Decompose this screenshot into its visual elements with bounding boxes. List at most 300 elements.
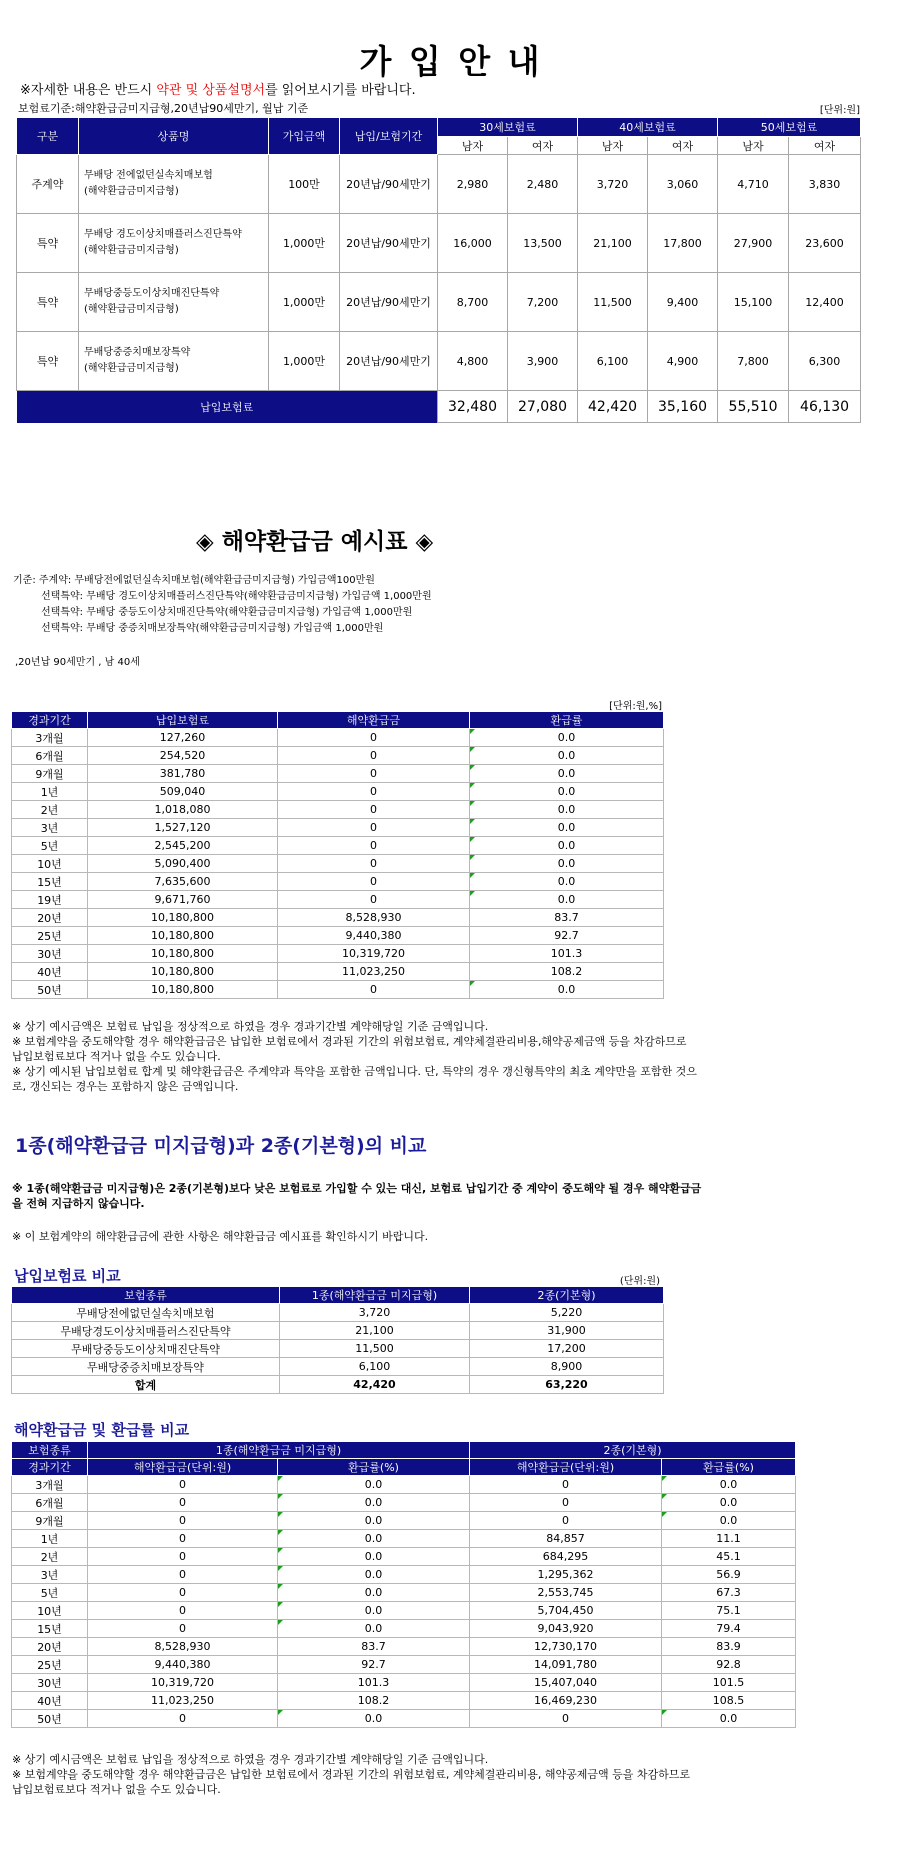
row-period: 3년: [12, 819, 88, 837]
row-refund1: 0: [88, 1710, 278, 1728]
row-premium: 15,100: [718, 273, 789, 332]
notice-and: 및: [181, 83, 203, 98]
row-refund2: 14,091,780: [470, 1656, 662, 1674]
row-premium: 12,400: [789, 273, 861, 332]
refund-section-title: ◈ 해약환급금 예시표 ◈: [196, 529, 434, 555]
refund-row: [12, 855, 664, 873]
row-rate1: 0.0: [278, 1494, 470, 1512]
header-age-50: 50세보험료: [718, 118, 861, 137]
header-paid: 납입보험료: [88, 712, 278, 729]
row-refund: 0: [278, 729, 470, 747]
row-rate1: 0.0: [278, 1548, 470, 1566]
product-type: (해약환급금미지급형): [84, 304, 179, 315]
row-type1: 11,500: [280, 1340, 470, 1358]
row-refund2: 5,704,450: [470, 1602, 662, 1620]
refund-row: [12, 819, 664, 837]
header-period: 납입/보험기간: [340, 118, 438, 155]
row-refund: 0: [278, 783, 470, 801]
row-paid: 1,018,080: [88, 801, 278, 819]
row-premium: 11,500: [578, 273, 648, 332]
notice-terms: 약관: [156, 83, 182, 98]
row-refund1: 0: [88, 1566, 278, 1584]
row-premium: 3,830: [789, 155, 861, 214]
row-category: 주계약: [17, 155, 79, 214]
header-period: 경과기간: [12, 712, 88, 729]
row-paid: 381,780: [88, 765, 278, 783]
total-type1: 42,420: [280, 1376, 470, 1394]
refund-unit: [단위:원,%]: [609, 701, 662, 712]
notice-description: 상품설명서: [202, 83, 266, 98]
premium-basis: 보험료기준:해약환급금미지급형,20년납90세만기, 월납 기준: [18, 102, 309, 115]
row-rate2: 101.5: [662, 1674, 796, 1692]
row-premium: 3,060: [648, 155, 718, 214]
row-refund: 0: [278, 873, 470, 891]
row-premium: 9,400: [648, 273, 718, 332]
row-refund1: 0: [88, 1512, 278, 1530]
row-refund: 8,528,930: [278, 909, 470, 927]
row-rate: 0.0: [470, 783, 664, 801]
row-rate: 0.0: [470, 747, 664, 765]
total-value: 27,080: [508, 391, 578, 423]
note-line: ※ 상기 예시된 납입보험료 합계 및 해약환급금은 주계약과 특약을 포함한 금액입니다. 단, 특약의 경우 갱신형특약의 최초 계약만을 포함한 것으: [12, 1065, 697, 1078]
row-rate1: 0.0: [278, 1566, 470, 1584]
row-rate: 108.2: [470, 963, 664, 981]
row-premium: 3,720: [578, 155, 648, 214]
row-paid: 254,520: [88, 747, 278, 765]
row-type2: 17,200: [470, 1340, 664, 1358]
notice-line: [20, 79, 416, 98]
row-period: 9개월: [12, 1512, 88, 1530]
row-refund1: 0: [88, 1476, 278, 1494]
refund-row: [12, 747, 664, 765]
row-refund2: 1,295,362: [470, 1566, 662, 1584]
refund-row: [12, 963, 664, 981]
header-refund: 해약환급금: [278, 712, 470, 729]
row-rate: 0.0: [470, 981, 664, 999]
total-label: 합계: [12, 1376, 280, 1394]
row-refund2: 15,407,040: [470, 1674, 662, 1692]
row-period: 15년: [12, 1620, 88, 1638]
row-period: 2년: [12, 801, 88, 819]
basis-line: 선택특약: 무배당 중등도이상치매진단특약(해약환급금미지급형) 가입금액 1,000만원: [41, 607, 413, 618]
bold-note-line: ※ 1종(해약환급금 미지급형)은 2종(기본형)보다 낮은 보험료로 가입할 수 있는 대신, 보험료 납입기간 중 계약이 중도해약 될 경우 해약환급금: [12, 1182, 702, 1195]
row-period: 6개월: [12, 1494, 88, 1512]
row-period: 3개월: [12, 729, 88, 747]
note-line: ※ 보험계약을 중도해약할 경우 해약환급금은 납입한 보험료에서 경과된 기간의 위험보험료, 계약체결관리비용,해약공제금액 등을 차감하므로: [12, 1035, 687, 1048]
refund-compare-row: [12, 1512, 796, 1530]
row-rate: 83.7: [470, 909, 664, 927]
product-type: (해약환급금미지급형): [84, 186, 179, 197]
refund-row: [12, 909, 664, 927]
row-product: [79, 155, 269, 214]
row-rate2: 92.8: [662, 1656, 796, 1674]
refund-row: [12, 765, 664, 783]
row-period: 2년: [12, 1548, 88, 1566]
refund-compare-title: 해약환급금 및 환급률 비교: [14, 1421, 190, 1439]
header-category: 구분: [17, 118, 79, 155]
row-refund2: 684,295: [470, 1548, 662, 1566]
row-rate1: 0.0: [278, 1476, 470, 1494]
row-paid: 10,180,800: [88, 945, 278, 963]
row-period: 20년납/90세만기: [340, 332, 438, 391]
row-refund: 0: [278, 837, 470, 855]
row-type: 무배당경도이상치매플러스진단특약: [12, 1322, 280, 1340]
row-rate2: 108.5: [662, 1692, 796, 1710]
row-type1: 21,100: [280, 1322, 470, 1340]
row-period: 25년: [12, 1656, 88, 1674]
header-rate: 환급률: [470, 712, 664, 729]
row-premium: 3,900: [508, 332, 578, 391]
row-refund1: 0: [88, 1530, 278, 1548]
row-period: 3개월: [12, 1476, 88, 1494]
premium-compare-unit: (단위:원): [619, 1276, 660, 1287]
basis-line: 기준: 주계약: 무배당전에없던실속치매보험(해약환급금미지급형) 가입금액100만원: [13, 575, 375, 586]
row-refund: 0: [278, 855, 470, 873]
row-type2: 8,900: [470, 1358, 664, 1376]
row-refund: 0: [278, 891, 470, 909]
row-refund1: 0: [88, 1620, 278, 1638]
row-rate1: 0.0: [278, 1530, 470, 1548]
row-refund: 0: [278, 981, 470, 999]
header-type: 보험종류: [12, 1287, 280, 1304]
row-rate1: 83.7: [278, 1638, 470, 1656]
row-category: 특약: [17, 273, 79, 332]
row-rate2: 75.1: [662, 1602, 796, 1620]
total-value: 46,130: [789, 391, 861, 423]
row-refund: 0: [278, 765, 470, 783]
row-amount: 1,000만: [269, 332, 340, 391]
basis-line: 선택특약: 무배당 중증치매보장특약(해약환급금미지급형) 가입금액 1,000만원: [41, 623, 384, 634]
row-rate1: 0.0: [278, 1584, 470, 1602]
refund-compare-row: [12, 1584, 796, 1602]
premium-compare-title: 납입보험료 비교: [14, 1267, 121, 1285]
refund-compare-row: [12, 1620, 796, 1638]
row-period: 20년: [12, 1638, 88, 1656]
row-period: 5년: [12, 837, 88, 855]
refund-row: [12, 981, 664, 999]
row-period: 1년: [12, 783, 88, 801]
row-type: 무배당중증치매보장특약: [12, 1358, 280, 1376]
row-period: 9개월: [12, 765, 88, 783]
row-paid: 127,260: [88, 729, 278, 747]
row-premium: 4,900: [648, 332, 718, 391]
row-refund2: 0: [470, 1476, 662, 1494]
row-premium: 17,800: [648, 214, 718, 273]
header-refund1: 해약환급금(단위:원): [88, 1459, 278, 1476]
row-rate: 0.0: [470, 819, 664, 837]
row-rate: 0.0: [470, 765, 664, 783]
row-period: 10년: [12, 855, 88, 873]
row-period: 19년: [12, 891, 88, 909]
comparison-notes: [12, 1752, 892, 1797]
row-rate2: 0.0: [662, 1710, 796, 1728]
row-refund2: 16,469,230: [470, 1692, 662, 1710]
row-period: 10년: [12, 1602, 88, 1620]
row-type1: 6,100: [280, 1358, 470, 1376]
row-premium: 6,300: [789, 332, 861, 391]
row-rate1: 0.0: [278, 1512, 470, 1530]
basis-line: 선택특약: 무배당 경도이상치매플러스진단특약(해약환급금미지급형) 가입금액 1,000만원: [41, 591, 432, 602]
premium-compare-row: [12, 1304, 664, 1322]
row-type: 무배당전에없던실속치매보험: [12, 1304, 280, 1322]
refund-table: [11, 711, 664, 999]
row-premium: 23,600: [789, 214, 861, 273]
premium-row: [17, 155, 861, 214]
row-rate1: 92.7: [278, 1656, 470, 1674]
row-period: 25년: [12, 927, 88, 945]
row-refund1: 10,319,720: [88, 1674, 278, 1692]
note-line: ※ 보험계약을 중도해약할 경우 해약환급금은 납입한 보험료에서 경과된 기간의 위험보험료, 계약체결관리비용, 해약공제금액 등을 차감하므로: [12, 1768, 690, 1781]
row-refund: 11,023,250: [278, 963, 470, 981]
row-rate1: 0.0: [278, 1620, 470, 1638]
row-period: 30년: [12, 945, 88, 963]
row-refund1: 11,023,250: [88, 1692, 278, 1710]
row-rate2: 67.3: [662, 1584, 796, 1602]
row-category: 특약: [17, 214, 79, 273]
header-type2: 2종(기본형): [470, 1287, 664, 1304]
refund-compare-row: [12, 1656, 796, 1674]
refund-notes: [12, 1019, 892, 1094]
row-period: 50년: [12, 981, 88, 999]
row-paid: 7,635,600: [88, 873, 278, 891]
refund-compare-row: [12, 1638, 796, 1656]
row-refund1: 0: [88, 1602, 278, 1620]
row-premium: 16,000: [438, 214, 508, 273]
total-value: 32,480: [438, 391, 508, 423]
product-name: 무배당 전에없던실속치매보험: [84, 170, 213, 181]
header-female: 여자: [648, 137, 718, 155]
refund-compare-row: [12, 1548, 796, 1566]
refund-compare-row: [12, 1476, 796, 1494]
row-refund2: 84,857: [470, 1530, 662, 1548]
refund-row: [12, 873, 664, 891]
note-line: 로, 갱신되는 경우는 포함하지 않은 금액입니다.: [12, 1080, 239, 1093]
row-rate1: 108.2: [278, 1692, 470, 1710]
bold-note-line: 을 전혀 지급하지 않습니다.: [12, 1197, 145, 1210]
product-name: 무배당 경도이상치매플러스진단특약: [84, 229, 242, 240]
row-period: 20년납/90세만기: [340, 155, 438, 214]
product-name: 무배당중등도이상치매진단특약: [84, 288, 220, 299]
note-line: ※ 상기 예시금액은 보험료 납입을 정상적으로 하였을 경우 경과기간별 계약해당일 기준 금액입니다.: [12, 1753, 489, 1766]
row-type2: 31,900: [470, 1322, 664, 1340]
comparison-note: ※ 이 보험계약의 해약환급금에 관한 사항은 해약환급금 예시표를 확인하시기 바랍니다.: [12, 1230, 429, 1243]
refund-row: [12, 891, 664, 909]
row-period: 3년: [12, 1566, 88, 1584]
premium-compare-table: [11, 1286, 664, 1394]
total-label: 납입보험료: [17, 391, 438, 423]
premium-row: [17, 332, 861, 391]
row-premium: 2,480: [508, 155, 578, 214]
row-rate: 0.0: [470, 729, 664, 747]
premium-compare-row: [12, 1340, 664, 1358]
refund-compare-row: [12, 1692, 796, 1710]
premium-table: [16, 117, 861, 423]
refund-compare-row: [12, 1674, 796, 1692]
page-title: 가 입 안 내: [359, 42, 543, 81]
row-type: 무배당중등도이상치매진단특약: [12, 1340, 280, 1358]
header-male: 남자: [718, 137, 789, 155]
refund-condition: ,20년납 90세만기 , 남 40세: [15, 657, 140, 668]
comparison-bold-note: [12, 1181, 892, 1211]
row-period: 6개월: [12, 747, 88, 765]
header-rate1: 환급률(%): [278, 1459, 470, 1476]
row-paid: 2,545,200: [88, 837, 278, 855]
refund-compare-row: [12, 1602, 796, 1620]
total-type2: 63,220: [470, 1376, 664, 1394]
row-premium: 7,200: [508, 273, 578, 332]
header-female: 여자: [789, 137, 861, 155]
header-age-30: 30세보험료: [438, 118, 578, 137]
header-male: 남자: [578, 137, 648, 155]
notice-suffix: 를 읽어보시기를 바랍니다.: [265, 83, 416, 98]
refund-row: [12, 837, 664, 855]
row-premium: 4,710: [718, 155, 789, 214]
notice-prefix: ※자세한 내용은 반드시: [20, 83, 157, 98]
row-rate: 92.7: [470, 927, 664, 945]
row-premium: 8,700: [438, 273, 508, 332]
row-paid: 10,180,800: [88, 963, 278, 981]
header-period: 경과기간: [12, 1459, 88, 1476]
premium-row: [17, 214, 861, 273]
row-refund2: 0: [470, 1710, 662, 1728]
refund-compare-row: [12, 1710, 796, 1728]
note-line: 납입보험료보다 적거나 없을 수도 있습니다.: [12, 1783, 221, 1796]
row-product: [79, 214, 269, 273]
product-name: 무배당중증치매보장특약: [84, 347, 191, 358]
row-period: 5년: [12, 1584, 88, 1602]
row-period: 50년: [12, 1710, 88, 1728]
refund-compare-row: [12, 1494, 796, 1512]
row-amount: 1,000만: [269, 273, 340, 332]
row-amount: 1,000만: [269, 214, 340, 273]
row-rate1: 0.0: [278, 1710, 470, 1728]
row-rate: 0.0: [470, 873, 664, 891]
header-type: 보험종류: [12, 1442, 88, 1459]
refund-row: [12, 945, 664, 963]
header-female: 여자: [508, 137, 578, 155]
header-male: 남자: [438, 137, 508, 155]
row-refund1: 0: [88, 1584, 278, 1602]
row-period: 20년납/90세만기: [340, 273, 438, 332]
row-rate2: 0.0: [662, 1476, 796, 1494]
refund-row: [12, 927, 664, 945]
row-rate: 101.3: [470, 945, 664, 963]
row-refund2: 2,553,745: [470, 1584, 662, 1602]
row-refund: 0: [278, 819, 470, 837]
row-refund2: 9,043,920: [470, 1620, 662, 1638]
refund-row: [12, 783, 664, 801]
row-rate2: 56.9: [662, 1566, 796, 1584]
refund-compare-row: [12, 1530, 796, 1548]
row-refund1: 8,528,930: [88, 1638, 278, 1656]
row-refund1: 0: [88, 1548, 278, 1566]
row-period: 20년납/90세만기: [340, 214, 438, 273]
row-premium: 13,500: [508, 214, 578, 273]
row-refund2: 0: [470, 1512, 662, 1530]
premium-unit: [단위:원]: [819, 105, 860, 116]
row-premium: 27,900: [718, 214, 789, 273]
row-refund: 9,440,380: [278, 927, 470, 945]
row-premium: 4,800: [438, 332, 508, 391]
row-refund: 0: [278, 801, 470, 819]
note-line: ※ 상기 예시금액은 보험료 납입을 정상적으로 하였을 경우 경과기간별 계약해당일 기준 금액입니다.: [12, 1020, 489, 1033]
premium-compare-row: [12, 1358, 664, 1376]
row-rate: 0.0: [470, 837, 664, 855]
row-paid: 1,527,120: [88, 819, 278, 837]
header-refund2: 해약환급금(단위:원): [470, 1459, 662, 1476]
header-type1: 1종(해약환급금 미지급형): [88, 1442, 470, 1459]
row-refund2: 12,730,170: [470, 1638, 662, 1656]
row-rate2: 45.1: [662, 1548, 796, 1566]
note-line: 납입보험료보다 적거나 없을 수도 있습니다.: [12, 1050, 221, 1063]
row-rate1: 101.3: [278, 1674, 470, 1692]
row-type2: 5,220: [470, 1304, 664, 1322]
row-refund: 10,319,720: [278, 945, 470, 963]
row-refund2: 0: [470, 1494, 662, 1512]
row-product: [79, 332, 269, 391]
total-value: 35,160: [648, 391, 718, 423]
row-premium: 7,800: [718, 332, 789, 391]
product-type: (해약환급금미지급형): [84, 363, 179, 374]
header-type2: 2종(기본형): [470, 1442, 796, 1459]
row-period: 20년: [12, 909, 88, 927]
row-period: 30년: [12, 1674, 88, 1692]
premium-compare-row: [12, 1322, 664, 1340]
refund-compare-row: [12, 1566, 796, 1584]
row-rate2: 0.0: [662, 1494, 796, 1512]
product-type: (해약환급금미지급형): [84, 245, 179, 256]
premium-row: [17, 273, 861, 332]
row-category: 특약: [17, 332, 79, 391]
header-product: 상품명: [79, 118, 269, 155]
row-paid: 9,671,760: [88, 891, 278, 909]
row-paid: 5,090,400: [88, 855, 278, 873]
refund-row: [12, 729, 664, 747]
row-rate1: 0.0: [278, 1602, 470, 1620]
row-premium: 2,980: [438, 155, 508, 214]
row-rate: 0.0: [470, 855, 664, 873]
refund-compare-table: [11, 1441, 796, 1728]
row-premium: 6,100: [578, 332, 648, 391]
row-paid: 10,180,800: [88, 909, 278, 927]
header-rate2: 환급률(%): [662, 1459, 796, 1476]
row-period: 15년: [12, 873, 88, 891]
row-period: 40년: [12, 1692, 88, 1710]
row-paid: 10,180,800: [88, 927, 278, 945]
row-amount: 100만: [269, 155, 340, 214]
row-refund1: 0: [88, 1494, 278, 1512]
row-refund1: 9,440,380: [88, 1656, 278, 1674]
comparison-title: 1종(해약환급금 미지급형)과 2종(기본형)의 비교: [15, 1135, 427, 1157]
row-premium: 21,100: [578, 214, 648, 273]
total-value: 42,420: [578, 391, 648, 423]
row-period: 40년: [12, 963, 88, 981]
header-type1: 1종(해약환급금 미지급형): [280, 1287, 470, 1304]
row-paid: 10,180,800: [88, 981, 278, 999]
header-age-40: 40세보험료: [578, 118, 718, 137]
refund-basis: [13, 573, 432, 637]
row-rate: 0.0: [470, 801, 664, 819]
row-refund: 0: [278, 747, 470, 765]
row-rate2: 79.4: [662, 1620, 796, 1638]
row-type1: 3,720: [280, 1304, 470, 1322]
row-rate2: 0.0: [662, 1512, 796, 1530]
total-value: 55,510: [718, 391, 789, 423]
row-rate2: 11.1: [662, 1530, 796, 1548]
header-amount: 가입금액: [269, 118, 340, 155]
row-rate: 0.0: [470, 891, 664, 909]
row-period: 1년: [12, 1530, 88, 1548]
